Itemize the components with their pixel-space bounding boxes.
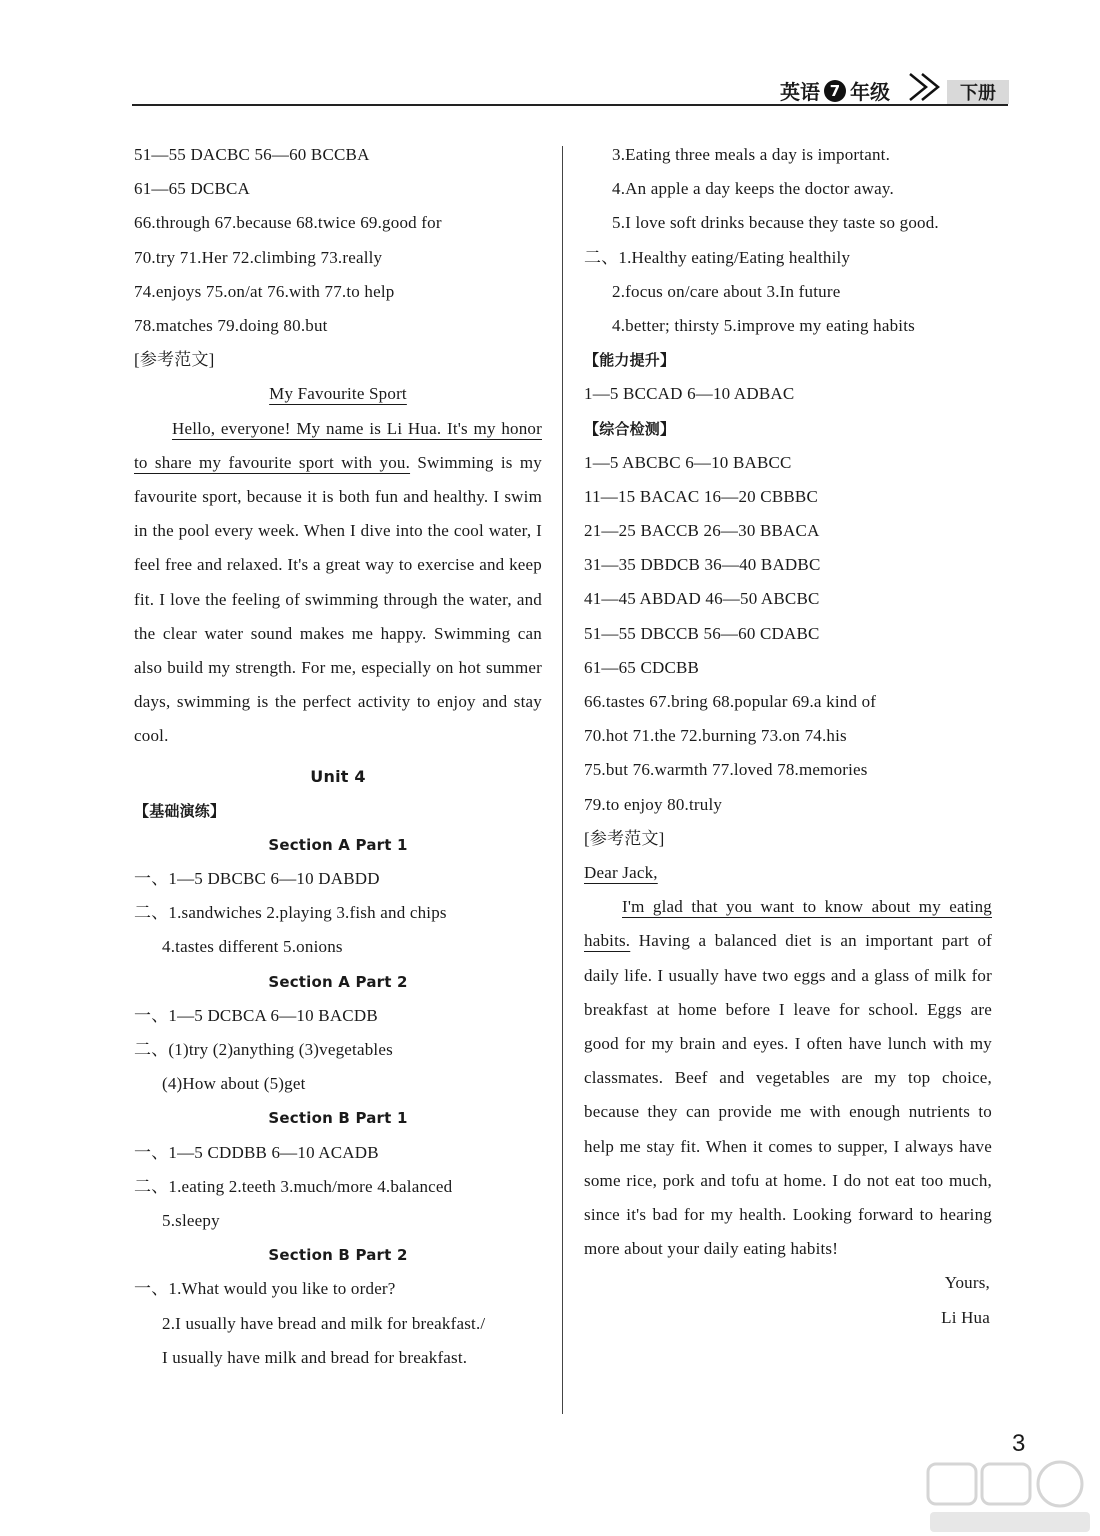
- answer-line: 二、(1)try (2)anything (3)vegetables: [134, 1040, 393, 1060]
- answer-line: 75.but 76.warmth 77.loved 78.memories: [584, 760, 868, 780]
- answer-line: 41—45 ABDAD 46—50 ABCBC: [584, 589, 820, 609]
- answer-line: 61—65 DCBCA: [134, 179, 251, 199]
- essay-body: Swimming is my favourite sport, because it is both fun and healthy. I swim in the pool every week. When I dive into the cool water, I feel free and relaxed. It's a great way to exercise and keep fit. I love the feeling of swimming through the water, and the clear water sound makes me happy. Swimming can also build my strength. For me, especially on hot summer days, swimming is the perfect activity to enjoy and stay cool.: [134, 452, 542, 746]
- ability-heading: 【能力提升】: [584, 351, 676, 370]
- section-heading: Section A Part 1: [268, 835, 408, 854]
- answer-site-watermark-icon: [920, 1458, 1100, 1536]
- answer-line: 74.enjoys 75.on/at 76.with 77.to help: [134, 281, 395, 301]
- answer-line: 61—65 CDCBB: [584, 657, 700, 677]
- sample-essay-label: [参考范文]: [134, 350, 215, 370]
- page-number: 3: [1012, 1430, 1026, 1457]
- answer-line: 66.tastes 67.bring 68.popular 69.a kind of: [584, 692, 877, 711]
- header-rule: [132, 104, 1008, 106]
- answer-line: 1—5 BCCAD 6—10 ADBAC: [584, 384, 795, 404]
- answer-line: 70.hot 71.the 72.burning 73.on 74.his: [584, 726, 847, 746]
- answer-line: 66.through 67.because 68.twice 69.good for: [134, 213, 442, 233]
- answer-line: 二、1.sandwiches 2.playing 3.fish and chips: [134, 903, 447, 923]
- answer-line: 5.I love soft drinks because they taste so good.: [612, 213, 939, 233]
- left-column: [134, 138, 542, 1375]
- column-divider: [562, 146, 563, 1414]
- answer-line: 79.to enjoy 80.truly: [584, 794, 723, 814]
- grade-number-badge: 7: [824, 80, 846, 102]
- letter-signature: Li Hua: [941, 1307, 990, 1327]
- comprehensive-heading: 【综合检测】: [584, 419, 676, 438]
- essay-intro: Hello, everyone! My name is Li Hua. It's my honor to share my favourite sport with you.: [134, 418, 542, 472]
- section-heading: Section B Part 1: [268, 1109, 408, 1128]
- answer-line: 51—55 DACBC 56—60 BCCBA: [134, 145, 370, 164]
- sample-essay-label: [参考范文]: [584, 828, 665, 848]
- answer-line: 2.I usually have bread and milk for breakfast./: [162, 1313, 486, 1333]
- right-column: [584, 138, 992, 1335]
- letter-text: [584, 890, 992, 1266]
- answer-line: 70.try 71.Her 72.climbing 73.really: [134, 247, 383, 267]
- answer-line: 51—55 DBCCB 56—60 CDABC: [584, 623, 820, 643]
- answer-line: 二、1.eating 2.teeth 3.much/more 4.balanced: [134, 1176, 453, 1196]
- essay-text: [134, 412, 542, 754]
- answer-line: 1—5 ABCBC 6—10 BABCC: [584, 452, 792, 472]
- answer-line: I usually have milk and bread for breakfast.: [162, 1347, 468, 1367]
- answer-line: 一、1—5 DCBCA 6—10 BACDB: [134, 1005, 378, 1025]
- answer-line: 2.focus on/care about 3.In future: [612, 281, 841, 301]
- answer-line: 31—35 DBDCB 36—40 BADBC: [584, 555, 821, 575]
- essay-title: My Favourite Sport: [269, 384, 407, 404]
- answer-line: 3.Eating three meals a day is important.: [612, 145, 891, 164]
- answer-line: 11—15 BACAC 16—20 CBBBC: [584, 486, 818, 506]
- answer-line: 一、1—5 CDDBB 6—10 ACADB: [134, 1142, 379, 1162]
- letter-closing: Yours,: [944, 1273, 990, 1293]
- grade-suffix-label: 年级: [850, 80, 890, 104]
- book-title: [780, 76, 890, 105]
- subject-label: 英语: [780, 80, 820, 104]
- double-chevron-right-icon: [906, 70, 950, 104]
- section-heading: Section A Part 2: [268, 972, 408, 991]
- answer-line: 4.An apple a day keeps the doctor away.: [612, 179, 894, 199]
- answer-line: 4.better; thirsty 5.improve my eating habits: [612, 315, 915, 335]
- answer-line: 4.tastes different 5.onions: [162, 937, 343, 957]
- volume-tag: 下册: [947, 80, 1009, 104]
- letter-intro: I'm glad that you want to know about my eating habits.: [584, 897, 992, 951]
- letter-greeting: Dear Jack,: [584, 862, 658, 882]
- answer-line: (4)How about (5)get: [162, 1074, 306, 1094]
- answer-line: 5.sleepy: [162, 1210, 220, 1230]
- unit-title: Unit 4: [310, 766, 366, 786]
- basic-practice-heading: 【基础演练】: [134, 801, 226, 820]
- answer-line: 78.matches 79.doing 80.but: [134, 315, 328, 335]
- letter-body: Having a balanced diet is an important part of daily life. I usually have two eggs and a glass of milk for breakfast at home before I leave for school. Eggs are good for my brain and eyes. I often have lunch with my classmates. Beef and vegetables are my top choice, because they can provide me with enough nutrients to help me stay fit. When it comes to supper, I always have some rice, pork and tofu at home. I do not eat too much, since it's bad for my health. Looking forward to hearing more about your daily eating habits!: [584, 931, 993, 1259]
- answer-line: 一、1—5 DBCBC 6—10 DABDD: [134, 869, 380, 889]
- answer-line: 二、1.Healthy eating/Eating healthily: [584, 247, 851, 267]
- answer-line: 21—25 BACCB 26—30 BBACA: [584, 521, 820, 541]
- answer-line: 一、1.What would you like to order?: [134, 1279, 396, 1299]
- section-heading: Section B Part 2: [268, 1246, 408, 1265]
